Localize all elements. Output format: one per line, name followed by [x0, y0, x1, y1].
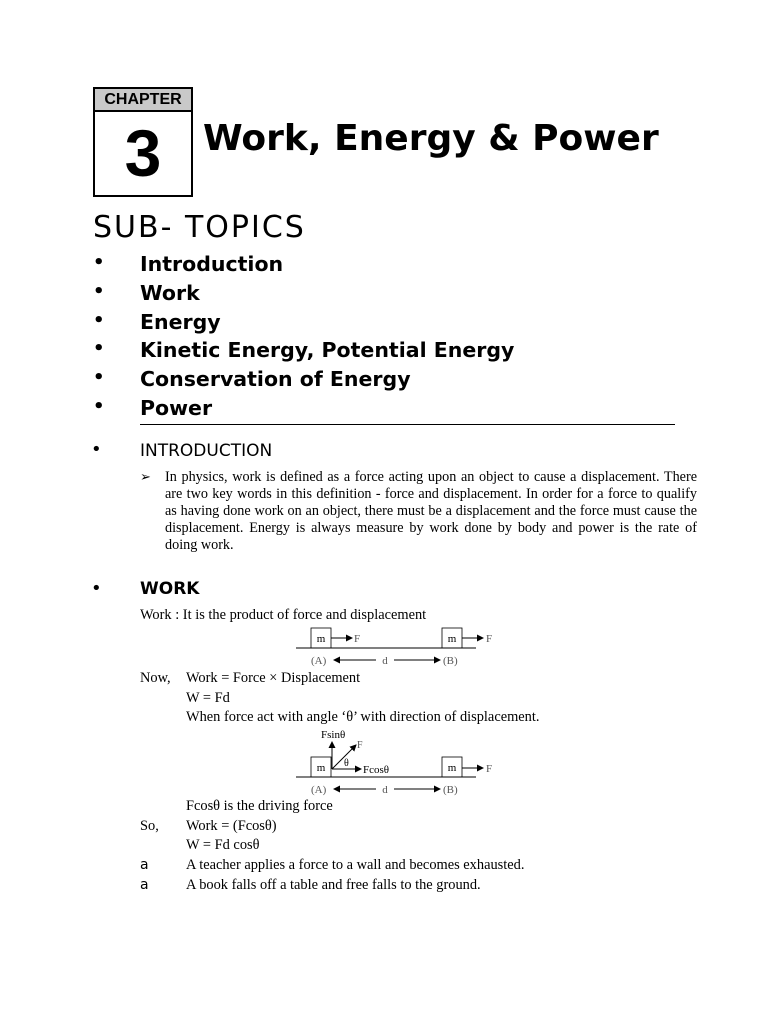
force-b-label: F: [486, 763, 493, 775]
example-text: A teacher applies a force to a wall and becomes exhausted.: [186, 857, 525, 873]
bullet-icon: •: [93, 338, 105, 359]
arrow-bullet-icon: ➢: [140, 470, 151, 485]
force-a-label: F: [354, 633, 361, 645]
chapter-number: 3: [124, 116, 162, 190]
point-a-label: (A): [311, 655, 327, 667]
subtopic-label: Introduction: [140, 252, 284, 276]
theta-label: θ: [344, 758, 349, 769]
work-equation-1: Work = Force × Displacement: [186, 670, 361, 686]
chapter-title: Work, Energy & Power: [203, 118, 659, 159]
work-equation-2: W = Fd: [186, 690, 230, 706]
work-equation-4: W = Fd cosθ: [186, 837, 260, 853]
mass-a-label: m: [316, 762, 326, 774]
resultant-force-label: F: [357, 740, 363, 751]
point-b-label: (B): [443, 784, 458, 796]
subtopic-label: Power: [140, 396, 213, 420]
introduction-paragraph: In physics, work is defined as a force acting upon an object to cause a displacement. There are two key words in this definition - force and displacement. In order for a force to qualify as having done work on an object, there must be a displacement and the force must cause the displacement. Energy is always measure by work done by body and power is the rate of doing work.: [165, 469, 697, 553]
bullet-icon: •: [93, 367, 105, 388]
example-text: A book falls off a table and free falls to the ground.: [186, 877, 481, 893]
mass-a-label: m: [316, 633, 326, 645]
work-equation-3: Work = (Fcosθ): [186, 818, 277, 834]
bullet-icon: •: [93, 396, 105, 417]
subtopic-label: Work: [140, 281, 200, 305]
subtopic-label: Kinetic Energy, Potential Energy: [140, 338, 515, 362]
subtopic-label: Conservation of Energy: [140, 367, 411, 391]
fcos-label: Fcosθ: [363, 764, 390, 776]
subtopics-heading: SUB- TOPICS: [93, 210, 306, 245]
bullet-icon: •: [93, 281, 105, 302]
angle-description: When force act with angle ‘θ’ with direction of displacement.: [186, 709, 540, 725]
chapter-label: CHAPTER: [95, 89, 191, 112]
example-marker: a: [140, 877, 149, 893]
bullet-icon: •: [93, 310, 105, 331]
so-label: So,: [140, 818, 159, 834]
section-divider: [140, 424, 675, 425]
bullet-icon: •: [91, 578, 102, 599]
now-label: Now,: [140, 670, 171, 686]
bullet-icon: •: [91, 439, 102, 460]
displacement-label: d: [382, 784, 388, 796]
fsin-label: Fsinθ: [321, 729, 346, 741]
chapter-box: [93, 87, 193, 197]
subtopic-label: Energy: [140, 310, 221, 334]
point-a-label: (A): [311, 784, 327, 796]
bullet-icon: •: [93, 252, 105, 273]
displacement-label: d: [382, 655, 388, 667]
mass-b-label: m: [447, 633, 457, 645]
work-figure-2: [290, 726, 510, 800]
mass-b-label: m: [447, 762, 457, 774]
work-definition: Work : It is the product of force and displacement: [140, 607, 427, 623]
introduction-heading: INTRODUCTION: [140, 441, 273, 461]
example-marker: a: [140, 857, 149, 873]
point-b-label: (B): [443, 655, 458, 667]
driving-force-text: Fcosθ is the driving force: [186, 798, 333, 814]
work-heading: WORK: [140, 579, 200, 599]
force-b-label: F: [486, 633, 493, 645]
work-figure-1: [290, 624, 510, 670]
